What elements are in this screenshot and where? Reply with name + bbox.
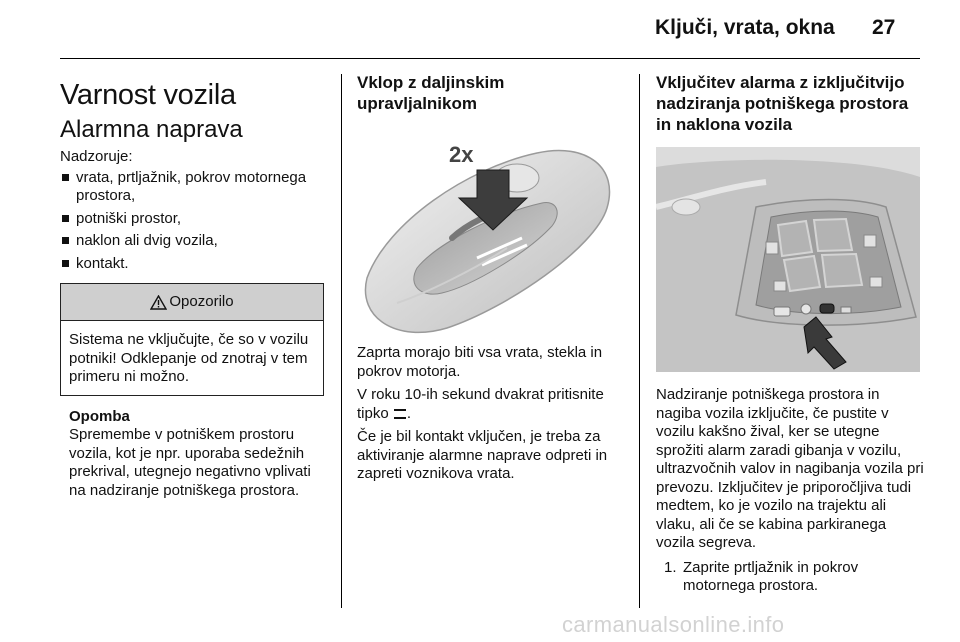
watermark-text: carmanualsonline.info	[562, 612, 785, 637]
press-button-text: V roku 10-ih sekund dvakrat pritisnite tipko .	[357, 386, 604, 422]
note-title: Opomba	[69, 407, 130, 425]
remote-key-icon	[357, 128, 623, 336]
ignition-text: Če je bil kontakt vključen, je treba za aktiviranje alarmne naprave odpreti in zapreti voznikova vrata.	[357, 428, 608, 482]
list-item	[656, 559, 924, 596]
warning-triangle-icon	[150, 295, 167, 310]
warning-header	[61, 284, 323, 321]
interior-light-illustration	[656, 147, 920, 372]
disable-monitoring-text: Nadziranje potniškega prostora in nagiba vozila izključite, če pustite v vozilu kakšno žival, ker se utegne sprožiti alarm zaradi gibanja v vozilu, ultrazvočnih valov in nagibanja vozila pri prevozu. Izključitev je priporočljiva tudi medtem, ko je vozilo na trajektu ali vlaku, ali če se kabina parkiranega vozila segreva.	[656, 386, 924, 551]
warning-text: Sistema ne vključujte, če so v vozilu potniki! Odklepanje od znotraj v tem primeru ni možno.	[69, 331, 309, 385]
disable-monitoring-title: Vključitev alarma z izključitvijo nadziranja potniškega prostora in naklona vozila	[656, 73, 909, 134]
list-item: naklon ali dvig vozila,	[60, 232, 330, 251]
page-header-title: Ključi, vrata, okna	[655, 16, 835, 39]
note-block	[69, 408, 330, 501]
note-text: Spremembe v potniškem prostoru vozila, kot je npr. uporaba sedežnih prekrival, utegnejo negativno vplivati na nadziranje potniškega prostora.	[69, 426, 311, 499]
list-item: potniški prostor,	[60, 210, 330, 229]
column-divider-2	[639, 74, 640, 608]
column-divider-1	[341, 74, 342, 608]
list-item: kontakt.	[60, 255, 330, 274]
subsection-title: Alarmna naprava	[60, 116, 243, 143]
step-number: 1.	[664, 558, 677, 576]
intro-text: Nadzoruje:	[60, 148, 133, 165]
warning-box	[60, 283, 324, 396]
list-item: vrata, prtljažnik, pokrov motornega prostora,	[60, 169, 330, 206]
column-1	[60, 72, 330, 500]
lock-button-icon	[394, 409, 406, 419]
section-title: Varnost vozila	[60, 79, 236, 111]
press-twice-label: 2x	[449, 142, 474, 167]
column-3	[656, 72, 924, 596]
header-divider	[60, 58, 920, 59]
column-2	[357, 72, 625, 489]
interior-light-icon	[656, 147, 920, 372]
remote-key-illustration	[357, 128, 623, 336]
monitored-items-list	[60, 169, 330, 274]
step-text: Zaprite prtljažnik in pokrov motornega prostora.	[683, 558, 859, 594]
doors-closed-text: Zaprta morajo biti vsa vrata, stekla in pokrov motorja.	[357, 344, 603, 380]
page-number: 27	[872, 16, 896, 39]
remote-activation-title: Vklop z daljinskim upravljalnikom	[357, 73, 505, 113]
warning-title: Opozorilo	[169, 292, 234, 310]
steps-list	[656, 559, 924, 596]
